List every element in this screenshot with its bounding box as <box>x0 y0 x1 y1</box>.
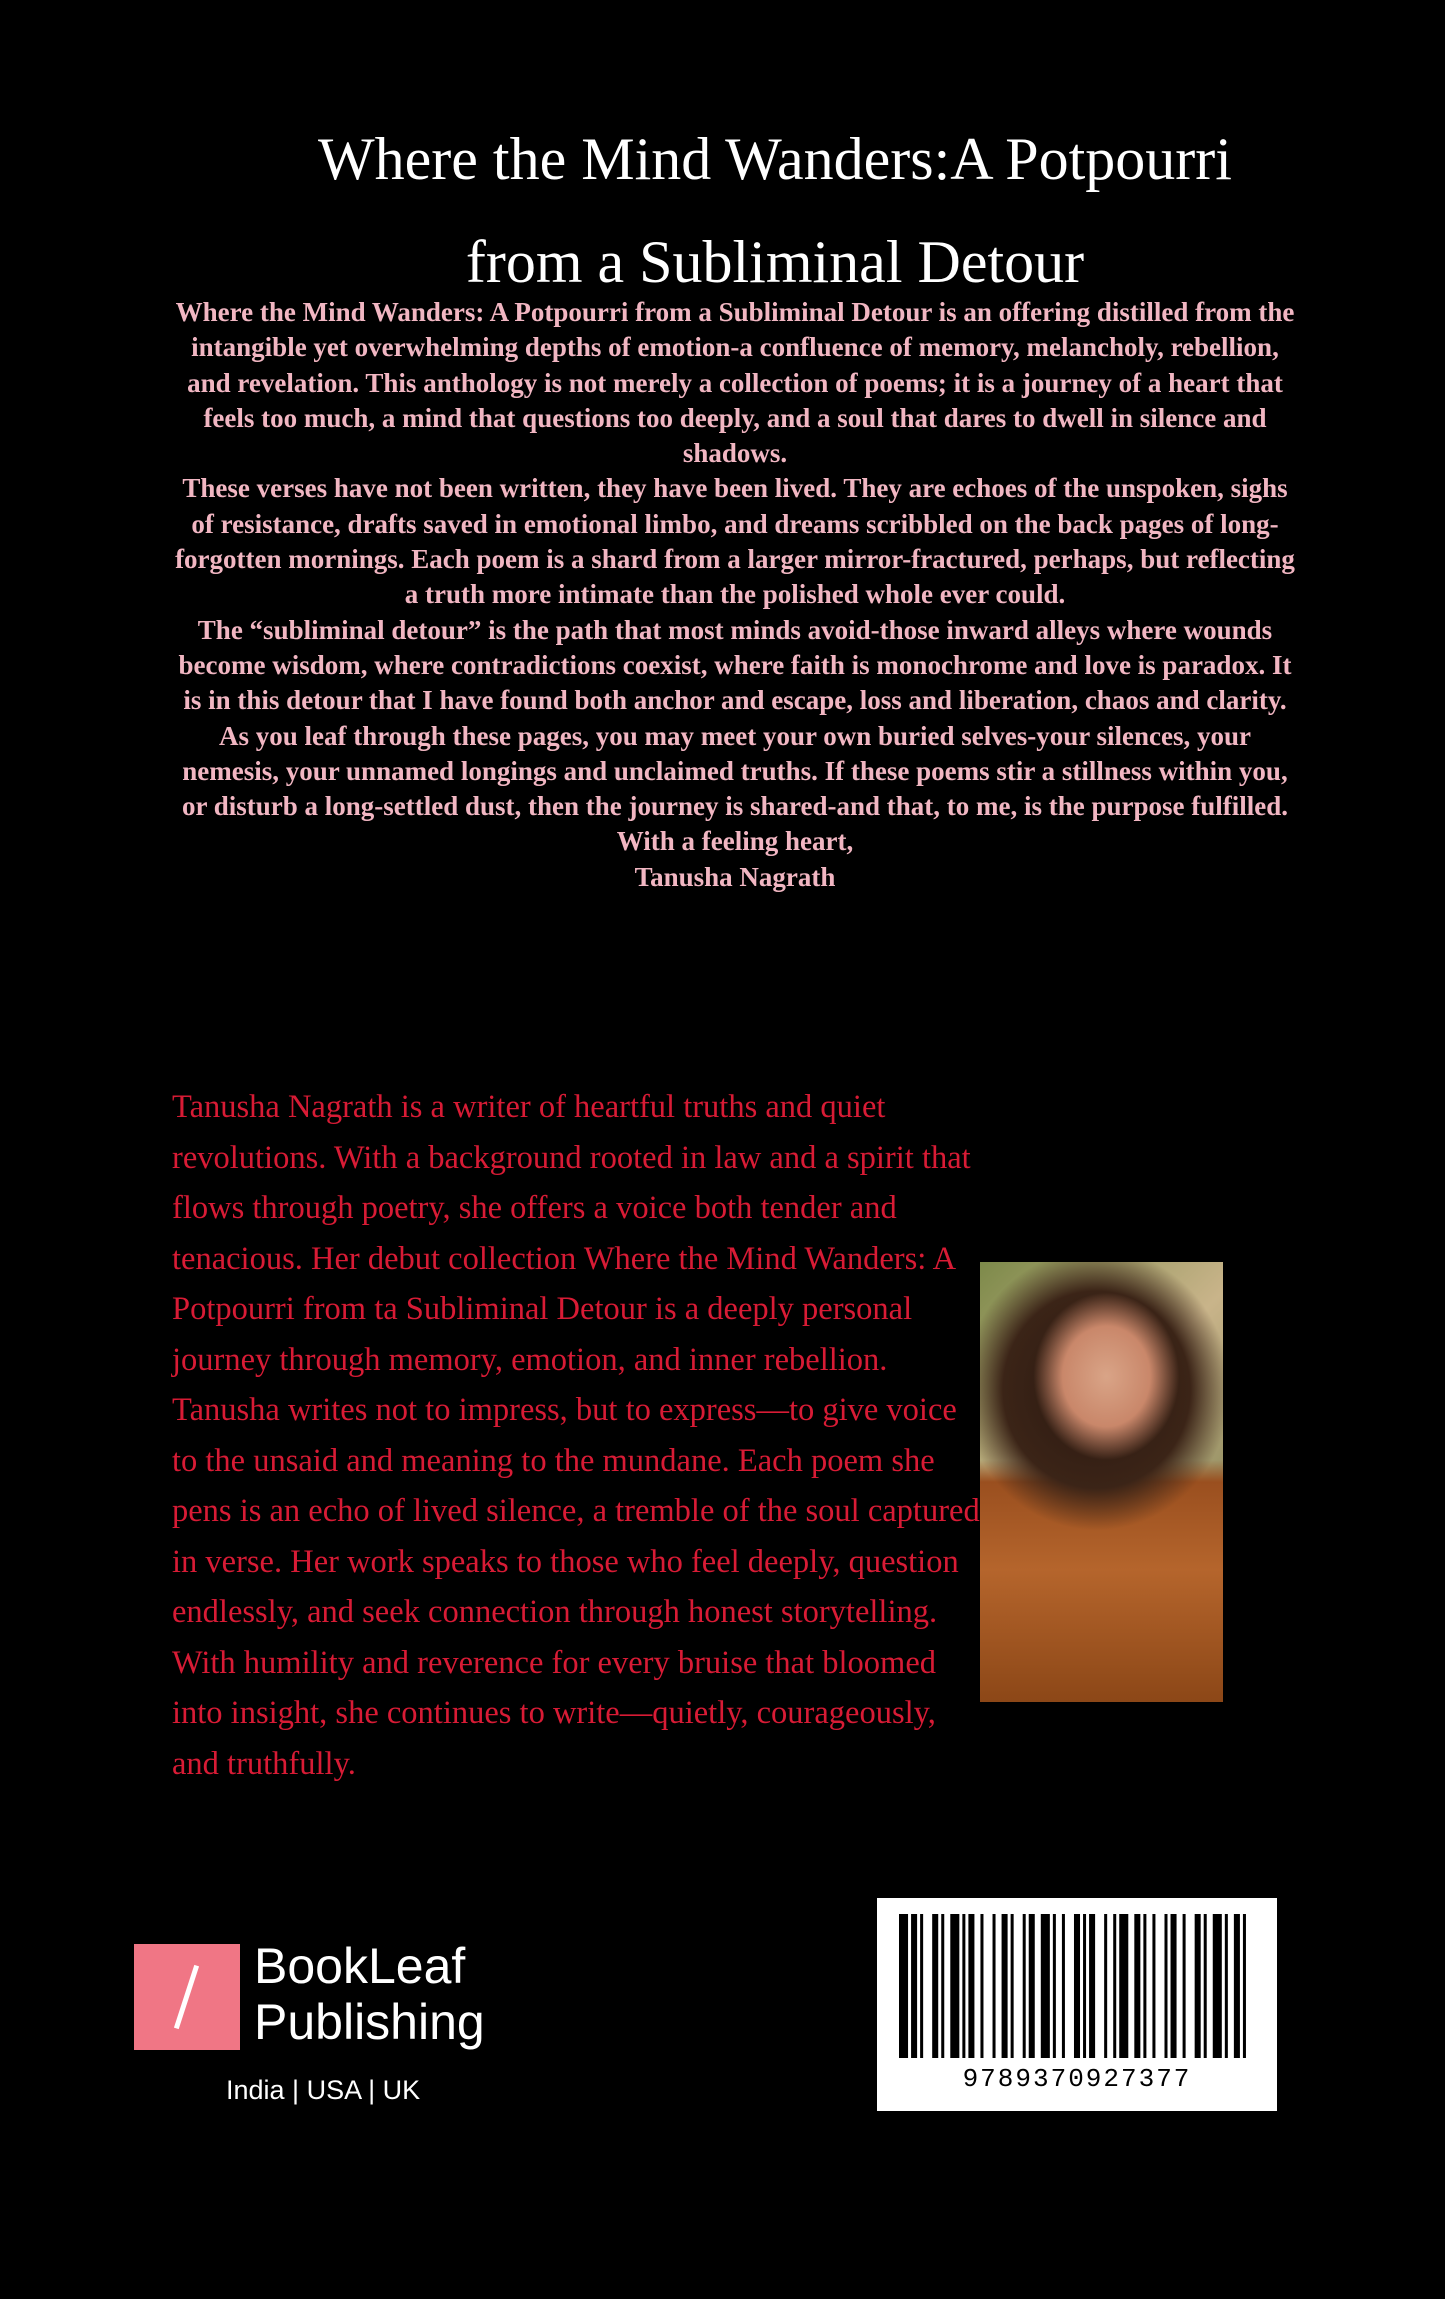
blurb-paragraph-4: As you leaf through these pages, you may meet your own buried selves-your silences, your nemesis, your unnamed longings and unclaimed truths. If these poems stir a stillness within you, or disturb a long-settled dust, then the journey is shared-and that, to me, is the purpose fulfilled. <box>181 720 1289 822</box>
barcode-bar <box>1029 1914 1035 2058</box>
barcode-bar <box>1074 1914 1080 2058</box>
barcode-bars <box>899 1914 1255 2058</box>
book-blurb <box>170 295 1300 895</box>
barcode-bar <box>1041 1914 1050 2058</box>
barcode-bar <box>968 1914 974 2058</box>
barcode-bar <box>1062 1914 1065 2058</box>
barcode-bar <box>1225 1914 1228 2058</box>
publisher-name-line-2: Publishing <box>254 1994 485 2050</box>
blurb-signature: Tanusha Nagrath <box>634 861 836 892</box>
barcode-bar <box>980 1914 983 2058</box>
barcode-bar <box>1171 1914 1177 2058</box>
barcode-bar <box>1195 1914 1201 2058</box>
barcode-bar <box>950 1914 959 2058</box>
barcode-bar <box>1152 1914 1155 2058</box>
barcode-bar <box>1213 1914 1222 2058</box>
barcode-bar <box>993 1914 996 2058</box>
barcode-bar <box>1104 1914 1107 2058</box>
barcode-bar <box>899 1914 908 2058</box>
barcode-bar <box>941 1914 944 2058</box>
barcode-bar <box>1002 1914 1008 2058</box>
publisher-regions: India | USA | UK <box>226 2075 421 2105</box>
barcode-bar <box>911 1914 917 2058</box>
barcode-bar <box>1053 1914 1056 2058</box>
barcode-bar <box>1023 1914 1026 2058</box>
barcode-bar <box>920 1914 923 2058</box>
barcode-bar <box>1089 1914 1095 2058</box>
publisher-name-line-1: BookLeaf <box>254 1938 466 1994</box>
book-title-line-2: from a Subliminal Detour <box>465 229 1085 295</box>
publisher-logo-mark <box>134 1944 240 2050</box>
barcode-bar <box>1134 1914 1140 2058</box>
barcode-bar <box>1113 1914 1116 2058</box>
barcode-bar <box>1234 1914 1240 2058</box>
isbn-number: 9789370927377 <box>962 2064 1192 2094</box>
blurb-signoff: With a feeling heart, <box>616 826 854 857</box>
blurb-paragraph-3: The “subliminal detour” is the path that most minds avoid-those inward alleys where wounds become wisdom, where contradictions coexist, where faith is monochrome and love is paradox. It is in this detour that I have found both anchor and escape, loss and liberation, chaos and clarity. <box>178 614 1292 716</box>
barcode-bar <box>1083 1914 1086 2058</box>
barcode-bar <box>1183 1914 1186 2058</box>
barcode-bar <box>1204 1914 1207 2058</box>
barcode-bar <box>1143 1914 1146 2058</box>
isbn-barcode <box>877 1898 1277 2111</box>
barcode-bar <box>1243 1914 1246 2058</box>
blurb-paragraph-1: Where the Mind Wanders: A Potpourri from a Subliminal Detour is an offering distilled from the intangible yet overwhelming depths of emotion-a confluence of memory, melancholy, rebellion, and revelation. This anthology is not merely a collection of poems; it is a journey of a heart that feels too much, a mind that questions too deeply, and a soul that dares to dwell in silence and shadows. <box>175 297 1295 469</box>
barcode-bar <box>1119 1914 1128 2058</box>
slash-icon <box>174 1965 199 2029</box>
barcode-bar <box>1164 1914 1167 2058</box>
barcode-bar <box>962 1914 965 2058</box>
book-title-line-1: Where the Mind Wanders:A Potpourri <box>318 126 1232 192</box>
barcode-bar <box>932 1914 938 2058</box>
author-bio: Tanusha Nagrath is a writer of heartful truths and quiet revolutions. With a background rooted in law and a spirit that flows through poetry, she offers a voice both tender and tenacious. Her debut collection Where the Mind Wanders: A Potpourri from ta Subliminal Detour is a deeply personal journey through memory, emotion, and inner rebellion. Tanusha writes not to impress, but to express—to give voice to the unsaid and meaning to the mundane. Each poem she pens is an echo of lived silence, a tremble of the soul captured in verse. Her work speaks to those who feel deeply, question endlessly, and seek connection through honest storytelling. With humility and reverence for every bruise that bloomed into insight, she continues to write—quietly, courageously, and truthfully. <box>172 1089 980 1782</box>
barcode-bar <box>1011 1914 1014 2058</box>
book-title <box>180 108 1370 314</box>
author-photo <box>980 1262 1223 1702</box>
blurb-paragraph-2: These verses have not been written, they have been lived. They are echoes of the unspoken, sighs of resistance, drafts saved in emotional limbo, and dreams scribbled on the back pages of long-forgotten mornings. Each poem is a shard from a larger mirror-fractured, perhaps, but reflecting a truth more intimate than the polished whole ever could. <box>175 473 1295 610</box>
